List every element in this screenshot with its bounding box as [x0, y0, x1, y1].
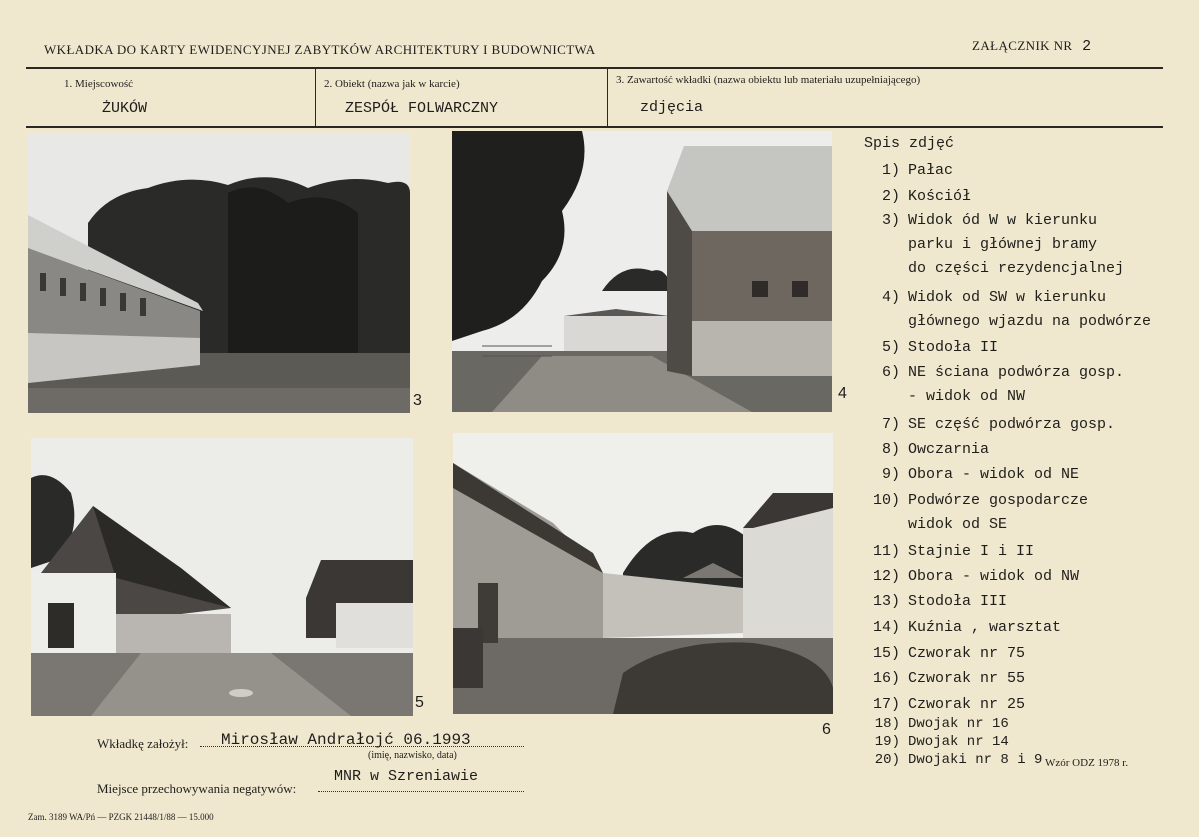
photo-list-item-number: 6): [881, 364, 900, 381]
photo-list-item: [864, 516, 1007, 533]
photo-list-item-text: Owczarnia: [908, 441, 990, 458]
photo-number-6: 6: [822, 721, 831, 738]
photo-4-courtyard-entry: [452, 131, 832, 412]
photo-list-item-text: Pałac: [908, 162, 954, 179]
photo-list-item-number: 5): [881, 339, 900, 356]
photo-list-item-text: Stajnie I i II: [908, 543, 1035, 560]
photo-list-item-text: - widok od NW: [908, 388, 1026, 405]
photo-list-item-number: 13): [872, 593, 900, 610]
field-3-label: 3. Zawartość wkładki (nazwa obiektu lub materiału uzupełniającego): [616, 74, 921, 86]
field-divider-2: [607, 69, 608, 126]
photo-list-item-number: 16): [872, 670, 900, 687]
photo-list-item: [864, 162, 953, 179]
storage-label: Miejsce przechowywania negatywów:: [97, 781, 297, 796]
photo-list-item-number: 11): [872, 543, 900, 560]
photo-list-item: [864, 236, 1097, 253]
photo-list-item-text: Stodoła III: [908, 593, 1008, 610]
photo-list-item-text: NE ściana podwórza gosp.: [908, 364, 1125, 381]
photo-list-item: [864, 593, 1007, 610]
field-divider-1: [315, 69, 316, 126]
photo-list-item: [864, 466, 1079, 483]
founder-label: Wkładkę założył:: [97, 736, 189, 751]
field-2-value: ZESPÓŁ FOLWARCZNY: [345, 100, 499, 117]
photo-list-item: [864, 716, 1009, 732]
photo-list-item-number: 20): [874, 752, 900, 768]
photo-6-ne-courtyard-wall: [453, 433, 833, 714]
photo-list-item-text: Czworak nr 55: [908, 670, 1026, 687]
photo-list-item: [864, 289, 1106, 306]
photo-list-item: [864, 441, 989, 458]
field-2-label: 2. Obiekt (nazwa jak w karcie): [324, 78, 460, 90]
photo-list-title: Spis zdjęć: [864, 135, 955, 152]
attachment-label-text: ZAŁĄCZNIK NR: [972, 38, 1073, 53]
photo-list-item-text: Dwojak nr 16: [908, 716, 1009, 732]
photo-5-barn-ii: [31, 438, 413, 716]
photo-list-item-text: Kuźnia , warsztat: [908, 619, 1062, 636]
founder-value: Mirosław Andrałojć 06.1993: [221, 731, 471, 749]
photo-list-item-text: Widok ód W w kierunku: [908, 212, 1098, 229]
photo-list-item: [864, 188, 971, 205]
photo-list-item-number: 4): [881, 289, 900, 306]
photo-list-item: [864, 543, 1034, 560]
photo-list-item: [864, 212, 1097, 229]
photo-list-item-text: Obora - widok od NE: [908, 466, 1080, 483]
field-1-label: 1. Miejscowość: [64, 78, 134, 90]
photo-list-item: [864, 364, 1124, 381]
photo-list-item-text: Kościół: [908, 188, 972, 205]
photo-list-item-text: Podwórze gospodarcze: [908, 492, 1089, 509]
founder-hint: (imię, nazwisko, data): [368, 750, 457, 761]
photo-list-item-text: Dwojak nr 14: [908, 734, 1009, 750]
field-3-value: zdjęcia: [640, 99, 704, 116]
photo-list-item-number: 17): [872, 696, 900, 713]
photo-list-item-text: Dwojaki nr 8 i 9: [908, 752, 1043, 768]
photo-list-item-text: Widok od SW w kierunku: [908, 289, 1107, 306]
photo-list-item: [864, 645, 1025, 662]
storage-line: [318, 791, 524, 792]
photo-list-item: [864, 568, 1079, 585]
photo-list-item-number: 10): [872, 492, 900, 509]
header-bottom-rule: [26, 126, 1163, 128]
photo-list-item-text: Stodoła II: [908, 339, 999, 356]
photo-list-item-text: do części rezydencjalnej: [908, 260, 1125, 277]
photo-list-item: [864, 388, 1025, 405]
photo-list-item-number: 19): [874, 734, 900, 750]
photo-list-item-number: 18): [874, 716, 900, 732]
photo-list-item-text: widok od SE: [908, 516, 1008, 533]
photo-list-item-number: 15): [872, 645, 900, 662]
header-top-rule: [26, 67, 1163, 69]
photo-list-item-number: 12): [872, 568, 900, 585]
photo-list-item-text: Obora - widok od NW: [908, 568, 1080, 585]
photo-list-item-number: 9): [881, 466, 900, 483]
field-1-value: ŻUKÓW: [102, 100, 148, 117]
attachment-label: [972, 38, 1092, 55]
photo-list-item: [864, 752, 1042, 768]
photo-list-item: [864, 313, 1151, 330]
photo-list-item-number: 3): [881, 212, 900, 229]
form-note: Wzór ODZ 1978 r.: [1045, 757, 1129, 769]
attachment-number: 2: [1082, 38, 1092, 55]
photo-list-item: [864, 492, 1088, 509]
photo-list-item-text: głównego wjazdu na podwórze: [908, 313, 1152, 330]
photo-list-item: [864, 619, 1061, 636]
photo-list-item-number: 2): [881, 188, 900, 205]
photo-list-item: [864, 734, 1009, 750]
photo-list-item: [864, 696, 1025, 713]
photo-list-item-text: Czworak nr 75: [908, 645, 1026, 662]
photo-3-park-view: [28, 133, 410, 413]
storage-value: MNR w Szreniawie: [334, 768, 479, 785]
photo-number-5: 5: [415, 694, 424, 711]
photo-list-item-text: SE część podwórza gosp.: [908, 416, 1116, 433]
photo-list-item: [864, 339, 998, 356]
photo-list-item-text: Czworak nr 25: [908, 696, 1026, 713]
photo-list-item-text: parku i głównej bramy: [908, 236, 1098, 253]
photo-list-item-number: 7): [881, 416, 900, 433]
photo-number-3: 3: [413, 392, 422, 409]
photo-list-item: [864, 416, 1115, 433]
print-note: Zam. 3189 WA/Pń — PZGK 21448/1/88 — 15.000: [28, 812, 214, 822]
photo-list-item: [864, 670, 1025, 687]
photo-list-item-number: 14): [872, 619, 900, 636]
form-title: WKŁADKA DO KARTY EWIDENCYJNEJ ZABYTKÓW ARCHITEKTURY I BUDOWNICTWA: [44, 42, 596, 57]
photo-list-item-number: 1): [881, 162, 900, 179]
photo-number-4: 4: [838, 385, 847, 402]
photo-list-item: [864, 260, 1124, 277]
photo-list-item-number: 8): [881, 441, 900, 458]
